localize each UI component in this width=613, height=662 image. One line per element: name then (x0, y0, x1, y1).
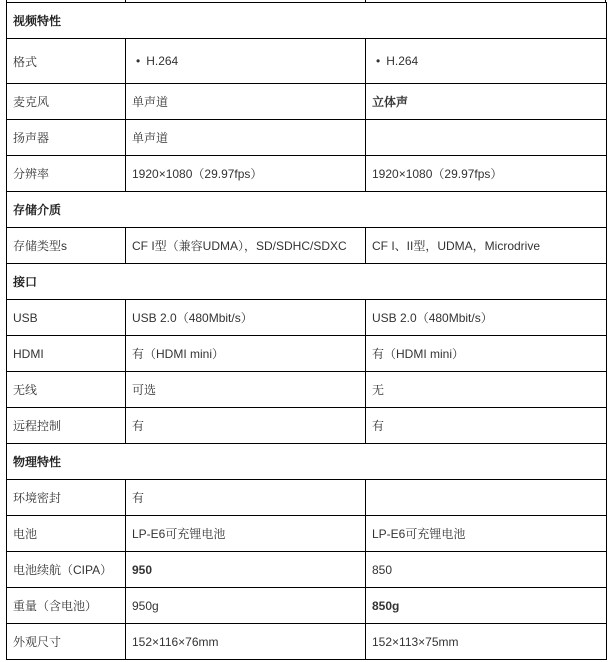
row-label: 存储类型s (7, 228, 126, 264)
row-label: 麦克风 (7, 84, 126, 120)
table-row-storage-type (7, 228, 607, 264)
row-label: 电池续航（CIPA） (7, 552, 126, 588)
row-label: 重量（含电池） (7, 588, 126, 624)
value-col1: 单声道 (126, 120, 366, 156)
section-row-physical (7, 444, 607, 480)
row-label: USB (7, 300, 126, 336)
value-col1: CF I型（兼容UDMA），SD/SDHC/SDXC (126, 228, 366, 264)
value-col2 (366, 39, 607, 84)
value-col2: 立体声 (366, 84, 607, 120)
value-col1: 950 (126, 552, 366, 588)
value-col1: 有 (126, 480, 366, 516)
value-text: H.264 (146, 54, 179, 68)
row-label: 外观尺寸 (7, 624, 126, 660)
row-label: 格式 (7, 39, 126, 84)
bullet-icon: • (376, 54, 381, 68)
table-row-wireless (7, 372, 607, 408)
row-label: 环境密封 (7, 480, 126, 516)
value-col2 (366, 120, 607, 156)
row-label: 无线 (7, 372, 126, 408)
value-col1: 950g (126, 588, 366, 624)
value-col1: 1920×1080（29.97fps） (126, 156, 366, 192)
spec-comparison-table (6, 2, 607, 660)
section-row-interface (7, 264, 607, 300)
section-row-storage (7, 192, 607, 228)
value-col2: 无 (366, 372, 607, 408)
value-col2: 有 (366, 408, 607, 444)
value-col2: 850 (366, 552, 607, 588)
section-heading: 接口 (7, 264, 607, 300)
row-label: 分辨率 (7, 156, 126, 192)
value-text: H.264 (386, 54, 419, 68)
value-col2: 152×113×75mm (366, 624, 607, 660)
value-col2: CF I、II型，UDMA，Microdrive (366, 228, 607, 264)
table-row-format (7, 39, 607, 84)
table-row-weight (7, 588, 607, 624)
table-row-usb (7, 300, 607, 336)
section-row-video (7, 3, 607, 39)
table-row-battery (7, 516, 607, 552)
value-col2: 1920×1080（29.97fps） (366, 156, 607, 192)
row-label: 远程控制 (7, 408, 126, 444)
table-row-speaker (7, 120, 607, 156)
table-row-remote-control (7, 408, 607, 444)
table-row-dimensions (7, 624, 607, 660)
value-col1: 152×116×76mm (126, 624, 366, 660)
value-col2: USB 2.0（480Mbit/s） (366, 300, 607, 336)
row-label: 电池 (7, 516, 126, 552)
value-col2: 有（HDMI mini） (366, 336, 607, 372)
row-label: 扬声器 (7, 120, 126, 156)
value-col1: LP-E6可充锂电池 (126, 516, 366, 552)
value-col2 (366, 480, 607, 516)
table-row-microphone (7, 84, 607, 120)
value-col2: 850g (366, 588, 607, 624)
section-heading: 存储介质 (7, 192, 607, 228)
value-col1: 有（HDMI mini） (126, 336, 366, 372)
value-col1 (126, 39, 366, 84)
section-heading: 视频特性 (7, 3, 607, 39)
value-col1: 可选 (126, 372, 366, 408)
table-row-resolution (7, 156, 607, 192)
table-row-battery-life (7, 552, 607, 588)
table-row-weather-sealing (7, 480, 607, 516)
value-col1: 有 (126, 408, 366, 444)
table-row-hdmi (7, 336, 607, 372)
value-col2: LP-E6可充锂电池 (366, 516, 607, 552)
value-col1: USB 2.0（480Mbit/s） (126, 300, 366, 336)
bullet-icon: • (136, 54, 141, 68)
value-col1: 单声道 (126, 84, 366, 120)
section-heading: 物理特性 (7, 444, 607, 480)
row-label: HDMI (7, 336, 126, 372)
